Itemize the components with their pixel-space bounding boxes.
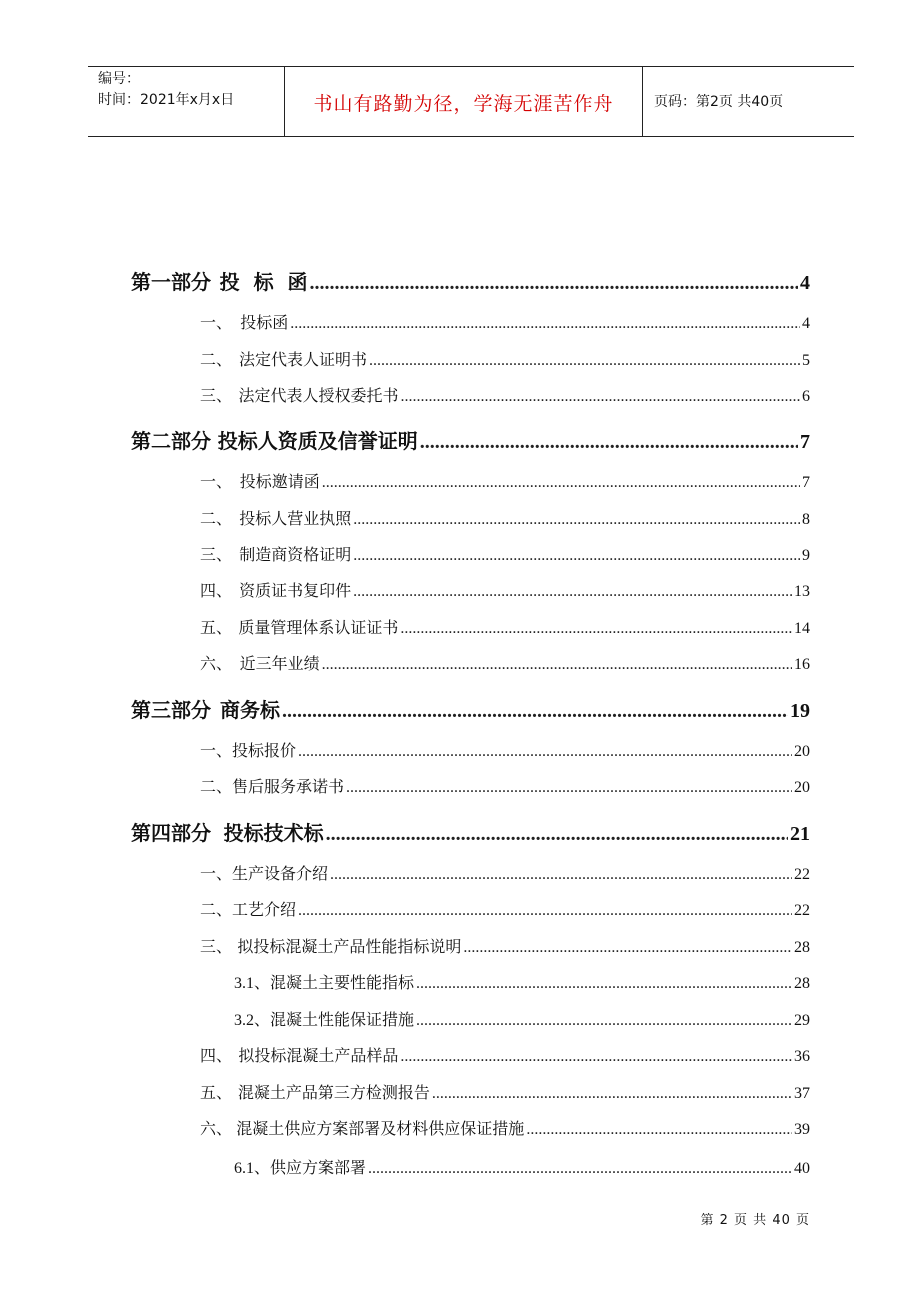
toc-entry[interactable] [200,1080,810,1106]
toc-entry-number: 三、 [200,937,233,956]
toc-dot-leader [290,315,800,333]
toc-dot-leader [463,939,792,957]
toc-entry[interactable] [200,383,810,409]
toc-dot-leader [400,620,792,638]
toc-entry-title: 拟投标混凝土产品性能指标说明 [237,937,462,956]
toc-dot-leader [310,272,798,295]
toc-entry-page: 19 [790,700,810,722]
toc-entry-title: 投标函 [240,313,289,332]
toc-entry-title: 工艺介绍 [232,900,297,919]
toc-entry-page: 29 [794,1012,810,1029]
toc-entry-page: 20 [794,743,810,760]
toc-entry-number: 一、 [200,313,233,332]
toc-entry[interactable] [200,897,810,923]
toc-dot-leader [346,779,792,797]
toc-entry[interactable] [200,347,810,373]
toc-entry[interactable] [200,861,810,887]
toc-entry-number: 第二部分 [131,429,211,453]
header-page-info: 页码：第2页 共40页 [654,94,784,110]
toc-entry-title: 混凝土产品第三方检测报告 [237,1083,430,1102]
toc-entry-page: 20 [794,779,810,796]
toc-entry-page: 16 [794,656,810,673]
toc-entry[interactable] [131,425,810,451]
toc-entry-title: 混凝土性能保证措施 [270,1010,415,1029]
toc-dot-leader [400,1048,792,1066]
toc-dot-leader [369,352,800,370]
toc-entry-number: 二、 [200,350,233,369]
toc-entry-number: 第三部分 [131,698,211,722]
toc-entry-page: 28 [794,975,810,992]
toc-entry[interactable] [131,266,810,292]
toc-entry-title: 供应方案部署 [270,1158,367,1177]
toc-dot-leader [368,1160,792,1178]
toc-entry-title: 投标技术标 [223,821,324,845]
toc-dot-leader [416,1012,792,1030]
toc-entry-page: 21 [790,823,810,845]
toc-entry-title: 混凝土供应方案部署及材料供应保证措施 [236,1119,525,1138]
toc-entry[interactable] [200,310,810,336]
toc-dot-leader [526,1121,792,1139]
toc-entry-number: 二、 [200,509,233,528]
toc-entry[interactable] [200,774,810,800]
toc-entry-page: 22 [794,866,810,883]
toc-entry-page: 14 [794,620,810,637]
toc-dot-leader [298,902,792,920]
toc-entry-number: 第四部分 [131,821,211,845]
toc-dot-leader [353,583,792,601]
toc-entry-number: 三、 [200,545,233,564]
toc-entry-number: 一、 [200,741,233,760]
toc-entry-title: 售后服务承诺书 [232,777,345,796]
toc-entry-number: 四、 [200,1046,233,1065]
header-divider [642,67,643,136]
toc-entry[interactable] [200,934,810,960]
toc-entry-page: 13 [794,583,810,600]
toc-entry-page: 7 [802,474,810,491]
toc-entry[interactable] [200,506,810,532]
toc-entry-title: 质量管理体系认证证书 [238,618,399,637]
toc-entry[interactable] [131,694,810,720]
toc-entry-title: 投标人资质及信誉证明 [217,429,418,453]
toc-dot-leader [322,656,792,674]
toc-entry-page: 37 [794,1085,810,1102]
toc-entry-number: 五、 [200,1083,233,1102]
toc-entry[interactable] [200,1043,810,1069]
toc-entry-number: 一、 [200,864,233,883]
toc-dot-leader [330,866,792,884]
toc-entry[interactable] [200,1116,810,1142]
document-number-label: 编号： [98,71,140,87]
toc-entry-number: 二、 [200,777,233,796]
toc-entry[interactable] [234,1155,810,1181]
toc-entry[interactable] [200,651,810,677]
toc-entry-number: 一、 [200,472,233,491]
toc-entry-page: 6 [802,388,810,405]
toc-dot-leader [420,431,798,454]
toc-entry-page: 7 [800,431,810,453]
toc-dot-leader [353,511,800,529]
toc-entry-number: 六、 [200,1119,233,1138]
document-time-label: 时间：2021年x月x日 [98,92,235,108]
toc-entry-title: 资质证书复印件 [239,581,352,600]
toc-entry-title: 投 标 函 [219,270,308,294]
toc-entry-title: 制造商资格证明 [239,545,352,564]
toc-entry-title: 混凝土主要性能指标 [270,973,415,992]
toc-entry-title: 商务标 [219,698,280,722]
toc-dot-leader [326,823,788,846]
toc-entry-number: 六、 [200,654,233,673]
toc-entry-title: 拟投标混凝土产品样品 [238,1046,399,1065]
page-header [88,66,854,137]
toc-dot-leader [322,474,800,492]
toc-entry-number: 五、 [200,618,233,637]
toc-entry-page: 28 [794,939,810,956]
header-motto: 书山有路勤为径，学海无涯苦作舟 [313,93,614,115]
header-meta [98,69,234,111]
page-footer: 第 2 页 共 40 页 [700,1213,810,1228]
toc-entry[interactable] [200,738,810,764]
toc-entry[interactable] [234,970,810,996]
toc-entry-title: 投标人营业执照 [239,509,352,528]
toc-entry-number: 第一部分 [131,270,211,294]
toc-entry-number: 3.1、 [234,975,271,992]
toc-entry-number: 二、 [200,900,233,919]
toc-entry[interactable] [131,817,810,843]
toc-entry-number: 3.2、 [234,1012,271,1029]
toc-entry-title: 近三年业绩 [239,654,320,673]
toc-entry-number: 6.1、 [234,1160,271,1177]
toc-entry-page: 4 [802,315,810,332]
toc-entry-number: 四、 [200,581,233,600]
toc-entry-title: 法定代表人证明书 [238,350,367,369]
toc-entry[interactable] [200,578,810,604]
toc-entry-page: 9 [802,547,810,564]
toc-entry[interactable] [234,1007,810,1033]
toc-entry[interactable] [200,542,810,568]
toc-dot-leader [432,1085,792,1103]
toc-dot-leader [282,700,788,723]
toc-entry-page: 22 [794,902,810,919]
toc-dot-leader [400,388,800,406]
toc-entry-page: 8 [802,511,810,528]
toc-dot-leader [298,743,792,761]
toc-entry-page: 5 [802,352,810,369]
toc-entry-number: 三、 [200,386,233,405]
toc-entry-title: 投标邀请函 [239,472,320,491]
toc-dot-leader [416,975,792,993]
toc-entry-page: 4 [800,272,810,294]
toc-entry[interactable] [200,469,810,495]
toc-entry-page: 39 [794,1121,810,1138]
toc-dot-leader [353,547,800,565]
toc-entry-page: 36 [794,1048,810,1065]
toc-entry-title: 法定代表人授权委托书 [238,386,399,405]
toc-entry-page: 40 [794,1160,810,1177]
toc-entry-title: 生产设备介绍 [232,864,329,883]
toc-entry-title: 投标报价 [232,741,297,760]
toc-entry[interactable] [200,615,810,641]
